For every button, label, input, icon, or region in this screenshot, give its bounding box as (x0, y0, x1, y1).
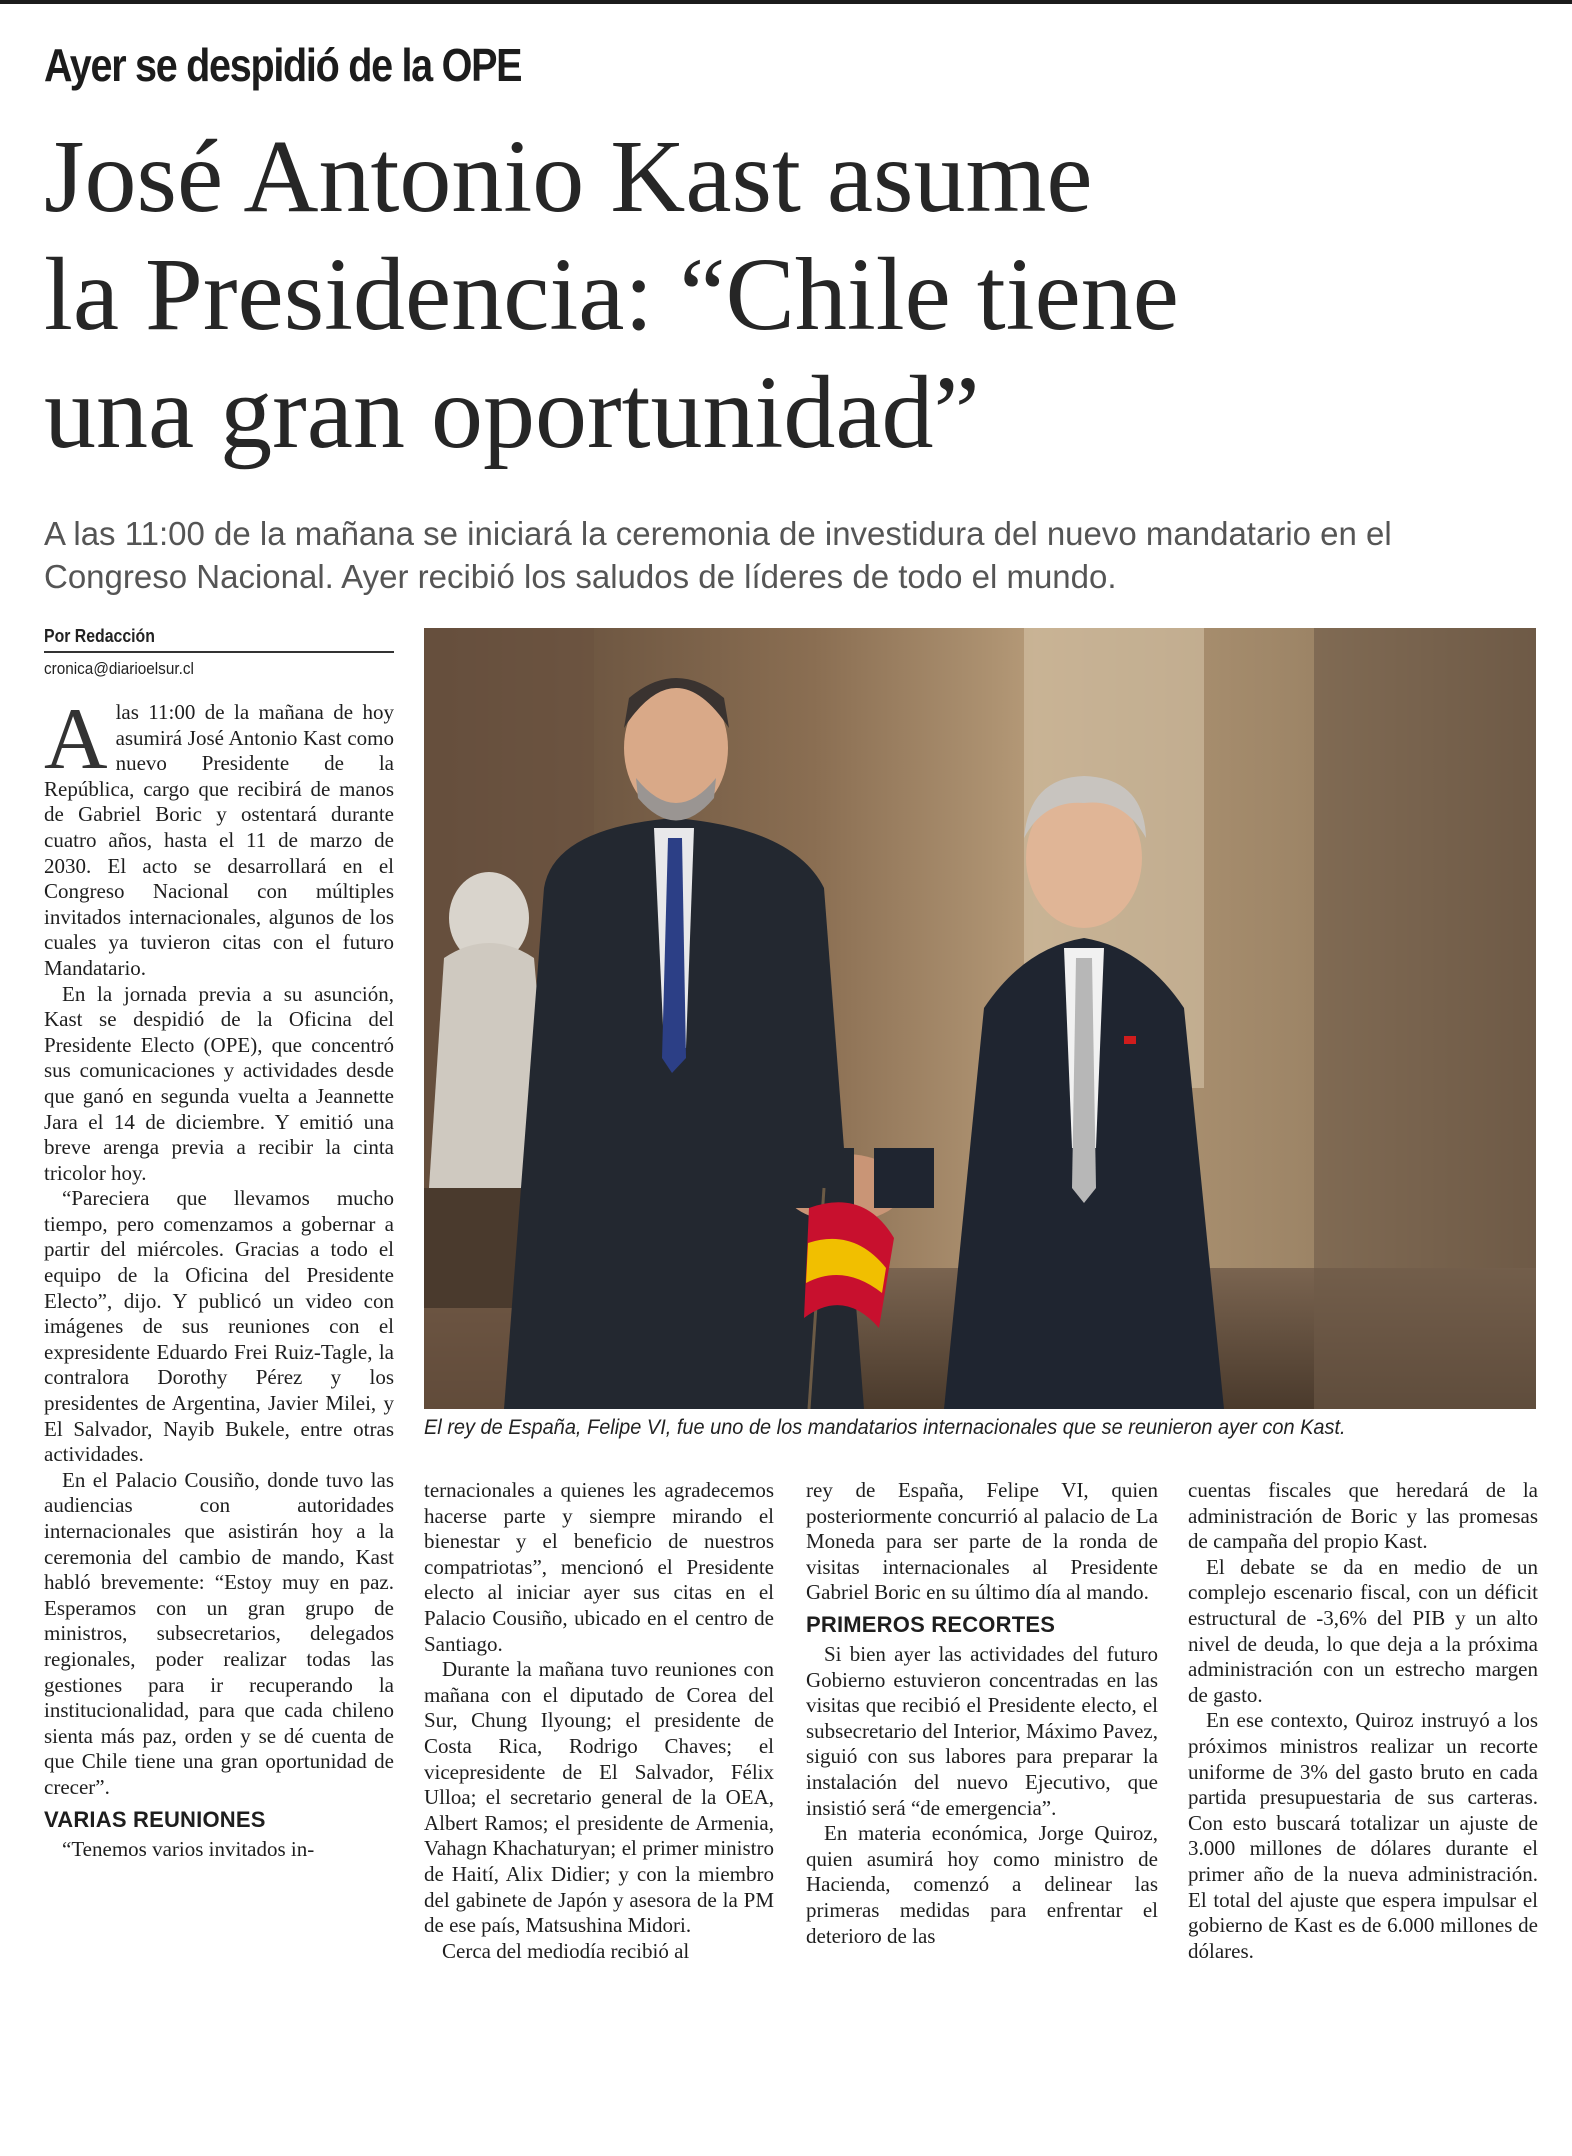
article-column-4 (1188, 1478, 1538, 1964)
person-right-tie (1072, 958, 1096, 1203)
top-rule (0, 0, 1572, 4)
paragraph: Durante la mañana tuvo reuniones con mañana con el diputado de Corea del Sur, Chung Ilyoung; el presidente de Costa Rica, Rodrigo Chaves; el vicepresidente de El Salvador, Félix Ulloa; el secretario general de la OEA, Albert Ramos; el presidente de Armenia, Vahagn Khachaturyan; el primer ministro de Haití, Alix Didier; y con la miembro del gabinete de Japón y asesora de la PM de ese país, Matsushina Midori. (424, 1657, 774, 1938)
byline (44, 626, 394, 679)
photo-illustration (424, 628, 1536, 1409)
paragraph: En la jornada previa a su asunción, Kast se despidió de la Oficina del Presidente Electo (OPE), que concentró sus comunicaciones y actividades desde que ganó en segunda vuelta a Jeannette Jara el 14 de diciembre. Y emitió una breve arenga previa a recibir la cinta tricolor hoy. (44, 981, 394, 1185)
byline-rule (44, 651, 394, 653)
paragraph: rey de España, Felipe VI, quien posteriormente concurrió al palacio de La Moneda para ser parte de la ronda de visitas internacionales al Presidente Gabriel Boric en su último día al mando. (806, 1478, 1158, 1605)
paragraph: las 11:00 de la mañana de hoy asumirá José Antonio Kast como nuevo Presidente de la República, cargo que recibirá de manos de Gabriel Boric y ostentará durante cuatro años, hasta el 11 de marzo de 2030. El acto se desarrollará en el Congreso Nacional con múltiples invitados internacionales, algunos de los cuales ya tuvieron citas con el futuro Mandatario. (44, 700, 394, 980)
article-photo (424, 628, 1536, 1409)
headline-line-3: una gran oportunidad” (44, 355, 980, 470)
kicker: Ayer se despidió de la OPE (44, 39, 522, 91)
paragraph: Cerca del mediodía recibió al (442, 1938, 690, 1963)
subheadline: A las 11:00 de la mañana se iniciará la ceremonia de investidura del nuevo mandatario en el Congreso Nacional. Ayer recibió los saludos de líderes de todo el mundo. (44, 515, 1392, 595)
paragraph: En materia económica, Jorge Quiroz, quien asumirá hoy como ministro de Hacienda, comenzó a delinear las primeras medidas para enfrentar el deterioro de las (806, 1821, 1158, 1948)
headline-line-2: la Presidencia: “Chile tiene (44, 237, 1179, 352)
paragraph: ternacionales a quienes les agradecemos hacerse parte y siempre mirando el bienestar y el beneficio de nuestros compatriotas”, mencionó el Presidente electo al iniciar ayer sus citas en el Palacio Cousiño, ubicado en el centro de Santiago. (424, 1478, 774, 1656)
drop-cap: A (44, 691, 108, 788)
paragraph: El debate se da en medio de un complejo escenario fiscal, con un déficit estructural de -3,6% del PIB y un alto nivel de deuda, lo que deja a la próxima administración con un estrecho margen de gasto. (1188, 1554, 1538, 1707)
article-column-2 (424, 1478, 774, 1964)
section-heading: VARIAS REUNIONES (44, 1806, 266, 1832)
paragraph: “Tenemos varios invitados in- (62, 1836, 315, 1861)
section-heading: PRIMEROS RECORTES (806, 1611, 1056, 1637)
headline (44, 118, 1179, 472)
byline-author: Por Redacción (44, 626, 155, 646)
paragraph: Si bien ayer las actividades del futuro Gobierno estuvieron concentradas en las visitas que recibió el Presidente electo, el subsecretario del Interior, Máximo Pavez, siguió con sus labores para preparar la instalación del nuevo Ejecutivo, que insistió será “de emergencia”. (806, 1641, 1158, 1820)
photo-caption: El rey de España, Felipe VI, fue uno de los mandatarios internacionales que se reunieron ayer con Kast. (424, 1416, 1346, 1439)
paragraph: “Pareciera que llevamos mucho tiempo, pero comenzamos a gobernar a partir del miércoles. Gracias a todo el equipo de la Oficina del Presidente Electo”, dijo. Y publicó un video con imágenes de sus reuniones con el expresidente Eduardo Frei Ruiz-Tagle, la contralora Dorothy Pérez y los presidentes de Argentina, Javier Milei, y El Salvador, Nayib Bukele, entre otras actividades. (44, 1186, 394, 1467)
curtain-right (1314, 628, 1536, 1409)
article-column-1 (44, 691, 394, 1862)
flag-pin (1124, 1036, 1136, 1044)
paragraph: En ese contexto, Quiroz instruyó a los próximos ministros realizar un recorte uniforme de 3% del gasto bruto en cada partida presupuestaria de sus carteras. Con esto buscará totalizar un ajuste de 3.000 millones de dólares durante el primer año de la nueva administración. El total del ajuste que espera impulsar el gobierno de Kast es de 6.000 millones de dólares. (1188, 1708, 1538, 1963)
headline-line-1: José Antonio Kast asume (44, 119, 1093, 234)
paragraph: En el Palacio Cousiño, donde tuvo las audiencias con autoridades internacionales que asistirán hoy a la ceremonia del cambio de mando, Kast habló brevemente: “Estoy muy en paz. Esperamos con un gran grupo de ministros, subsecretarios, delegados regionales, poder realizar todas las gestiones para ir recuperando la institucionalidad, para que cada chileno sienta más paz, orden y se dé cuenta de que Chile tiene una gran oportunidad de crecer”. (44, 1467, 394, 1799)
byline-email: cronica@diarioelsur.cl (44, 659, 194, 678)
paragraph: cuentas fiscales que heredará de la administración de Boric y las promesas de campaña del propio Kast. (1188, 1478, 1538, 1554)
article-column-3 (806, 1478, 1158, 1949)
